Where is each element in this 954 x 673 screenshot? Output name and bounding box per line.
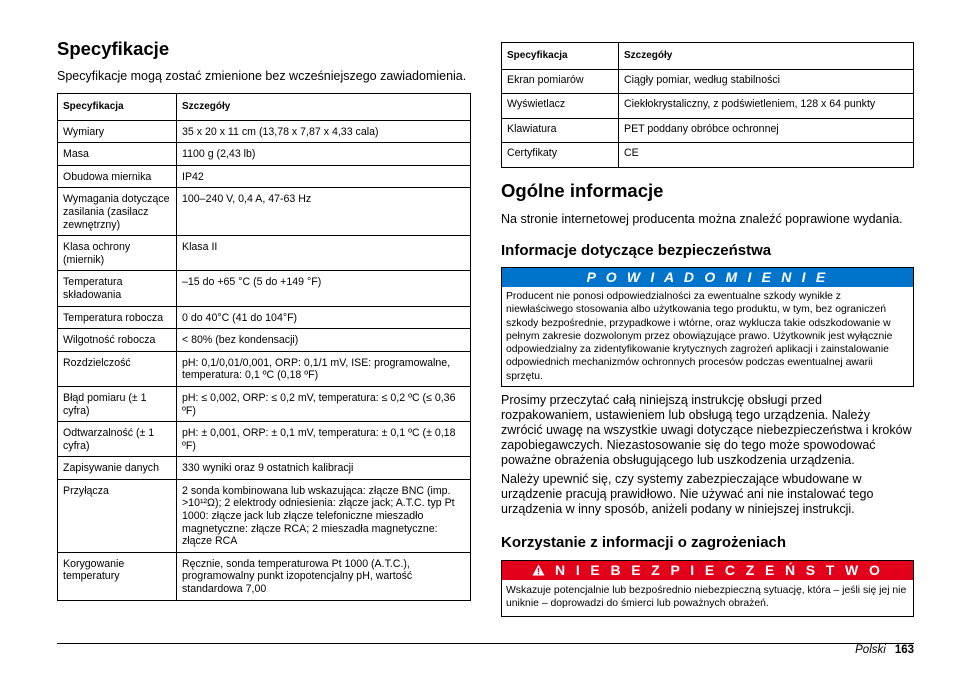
- table-header-row: [58, 94, 471, 121]
- safety-paragraph-1: Prosimy przeczytać całą niniejszą instrukcję obsługi przed rozpakowaniem, ustawieniem lub obsługą tego urządzenia. Należy zwrócić uwagę na wszystkie uwagi dotyczące niebezpieczeństwa i kroków zapobiegawczych. Niezastosowanie się do tego może spowodować poważne obrażenia obsługującego lub uszkodzenia urządzenia.: [501, 393, 912, 468]
- spec-name-cell: Wymiary: [58, 120, 177, 143]
- table-row: [58, 188, 471, 236]
- spec-name-cell: Certyfikaty: [502, 143, 619, 168]
- specifications-table-body: [502, 69, 914, 167]
- table-row: [58, 351, 471, 386]
- left-column: [57, 36, 471, 601]
- spec-value-cell: 330 wyniki oraz 9 ostatnich kalibracji: [177, 457, 471, 480]
- table-header-spec: Specyfikacja: [502, 43, 619, 70]
- spec-name-cell: Przyłącza: [58, 479, 177, 552]
- spec-name-cell: Odtwarzalność (± 1 cyfra): [58, 422, 177, 457]
- spec-value-cell: Klasa II: [177, 236, 471, 271]
- spec-name-cell: Klawiatura: [502, 118, 619, 143]
- spec-name-cell: Klasa ochrony (miernik): [58, 236, 177, 271]
- table-row: [58, 386, 471, 421]
- spec-value-cell: pH: ≤ 0,002, ORP: ≤ 0,2 mV, temperatura: ≤ 0,2 ºC (≤ 0,36 ºF): [177, 386, 471, 421]
- spec-name-cell: Temperatura robocza: [58, 306, 177, 329]
- table-row: [58, 422, 471, 457]
- spec-name-cell: Obudowa miernika: [58, 165, 177, 188]
- danger-label: N I E B E Z P I E C Z E Ń S T W O: [555, 562, 884, 579]
- notice-banner: P O W I A D O M I E N I E: [502, 268, 913, 287]
- spec-name-cell: Zapisywanie danych: [58, 457, 177, 480]
- spec-value-cell: –15 do +65 °C (5 do +149 °F): [177, 271, 471, 306]
- spec-value-cell: 100–240 V, 0,4 A, 47-63 Hz: [177, 188, 471, 236]
- spec-value-cell: Ręcznie, sonda temperaturowa Pt 1000 (A.T.C.), programowalny punkt izopotencjalny pH, wartość standardowa 7,00: [177, 552, 471, 600]
- spec-name-cell: Masa: [58, 143, 177, 166]
- table-row: [58, 552, 471, 600]
- spec-value-cell: IP42: [177, 165, 471, 188]
- table-row: [502, 143, 914, 168]
- right-column: [501, 42, 914, 617]
- table-header-details: Szczegóły: [177, 94, 471, 121]
- warning-triangle-icon: [532, 562, 555, 578]
- table-header-details: Szczegóły: [619, 43, 914, 70]
- danger-box: [501, 560, 914, 617]
- general-info-text: Na stronie internetowej producenta można znaleźć poprawione wydania.: [501, 211, 903, 226]
- spec-name-cell: Wilgotność robocza: [58, 329, 177, 352]
- spec-name-cell: Wymagania dotyczące zasilania (zasilacz zewnętrzny): [58, 188, 177, 236]
- spec-value-cell: 35 x 20 x 11 cm (13,78 x 7,87 x 4,33 cala): [177, 120, 471, 143]
- footer-language: Polski: [855, 644, 886, 656]
- general-info-title: Ogólne informacje: [501, 179, 664, 201]
- spec-value-cell: 2 sonda kombinowana lub wskazująca: złącze BNC (imp. >10¹²Ω); 2 elektrody odniesienia: złącze jack; A.T.C. typ Pt 1000: złącze jack lub złącze telefoniczne mieszadło magnetyczne: złącze RCA; 2 mieszadła magnetyczne: złącze RCA: [177, 479, 471, 552]
- table-row: [58, 236, 471, 271]
- page-footer: [855, 643, 914, 657]
- specifications-intro: Specyfikacje mogą zostać zmienione bez wcześniejszego zawiadomienia.: [57, 69, 467, 83]
- spec-name-cell: Rozdzielczość: [58, 351, 177, 386]
- table-row: [502, 69, 914, 94]
- table-row: [58, 271, 471, 306]
- table-header-spec: Specyfikacja: [58, 94, 177, 121]
- spec-value-cell: pH: 0,1/0,01/0,001, ORP: 0,1/1 mV, ISE: programowalne, temperatura: 0,1 ºC (0,18 ºF): [177, 351, 471, 386]
- table-row: [58, 165, 471, 188]
- table-header-row: [502, 43, 914, 70]
- specifications-title: Specyfikacje: [57, 38, 170, 59]
- notice-box: [501, 267, 914, 387]
- safety-paragraph-2: Należy upewnić się, czy systemy zabezpieczające wbudowane w urządzenie pracują prawidłowo. Nie używać ani nie instalować tego urządzenia w inny sposób, aniżeli podany w niniejszej instrukcji.: [501, 472, 874, 517]
- table-row: [58, 306, 471, 329]
- spec-value-cell: Ciągły pomiar, według stabilności: [619, 69, 914, 94]
- spec-value-cell: CE: [619, 143, 914, 168]
- page-number: 163: [894, 644, 914, 656]
- spec-name-cell: Wyświetlacz: [502, 94, 619, 119]
- danger-text: Wskazuje potencjalnie lub bezpośrednio niebezpieczną sytuację, która – jeśli się jej nie uniknie – doprowadzi do śmierci lub poważnych obrażeń.: [506, 585, 907, 610]
- specifications-table: [57, 93, 471, 601]
- specifications-table-continued: [501, 42, 914, 168]
- notice-text: Producent nie ponosi odpowiedzialności za ewentualne szkody wynikłe z niewłaściwego stosowania albo użytkowania tego produktu, w tym, bez ograniczeń szkody bezpośrednie, przypadkowe i wtórne, oraz wyklucza takie odszkodowanie w pełnym zakresie dozwolonym przez obowiązujące prawo. Użytkownik jest wyłącznie odpowiedzialny za zidentyfikowanie krytycznych zagrożeń aplikacji i zainstalowanie odpowiednich mechanizmów ochronnych procesów podczas ewentualnej awarii sprzętu.: [506, 290, 893, 382]
- spec-name-cell: Ekran pomiarów: [502, 69, 619, 94]
- table-row: [58, 457, 471, 480]
- table-row: [58, 143, 471, 166]
- spec-name-cell: Błąd pomiaru (± 1 cyfra): [58, 386, 177, 421]
- table-row: [58, 479, 471, 552]
- spec-value-cell: 1100 g (2,43 lb): [177, 143, 471, 166]
- spec-value-cell: pH: ± 0,001, ORP: ± 0,1 mV, temperatura: ± 0,1 ºC (± 0,18 ºF): [177, 422, 471, 457]
- spec-value-cell: PET poddany obróbce ochronnej: [619, 118, 914, 143]
- spec-name-cell: Korygowanie temperatury: [58, 552, 177, 600]
- table-row: [502, 118, 914, 143]
- spec-value-cell: Ciekłokrystaliczny, z podświetleniem, 128 x 64 punkty: [619, 94, 914, 119]
- footer-divider: [57, 643, 914, 644]
- specifications-table-body: [58, 120, 471, 600]
- spec-value-cell: < 80% (bez kondensacji): [177, 329, 471, 352]
- spec-value-cell: 0 do 40°C (41 do 104°F): [177, 306, 471, 329]
- table-row: [502, 94, 914, 119]
- table-row: [58, 329, 471, 352]
- spec-name-cell: Temperatura składowania: [58, 271, 177, 306]
- safety-info-title: Informacje dotyczące bezpieczeństwa: [501, 241, 772, 259]
- danger-banner: [502, 561, 913, 580]
- hazard-info-title: Korzystanie z informacji o zagrożeniach: [501, 534, 787, 552]
- table-row: [58, 120, 471, 143]
